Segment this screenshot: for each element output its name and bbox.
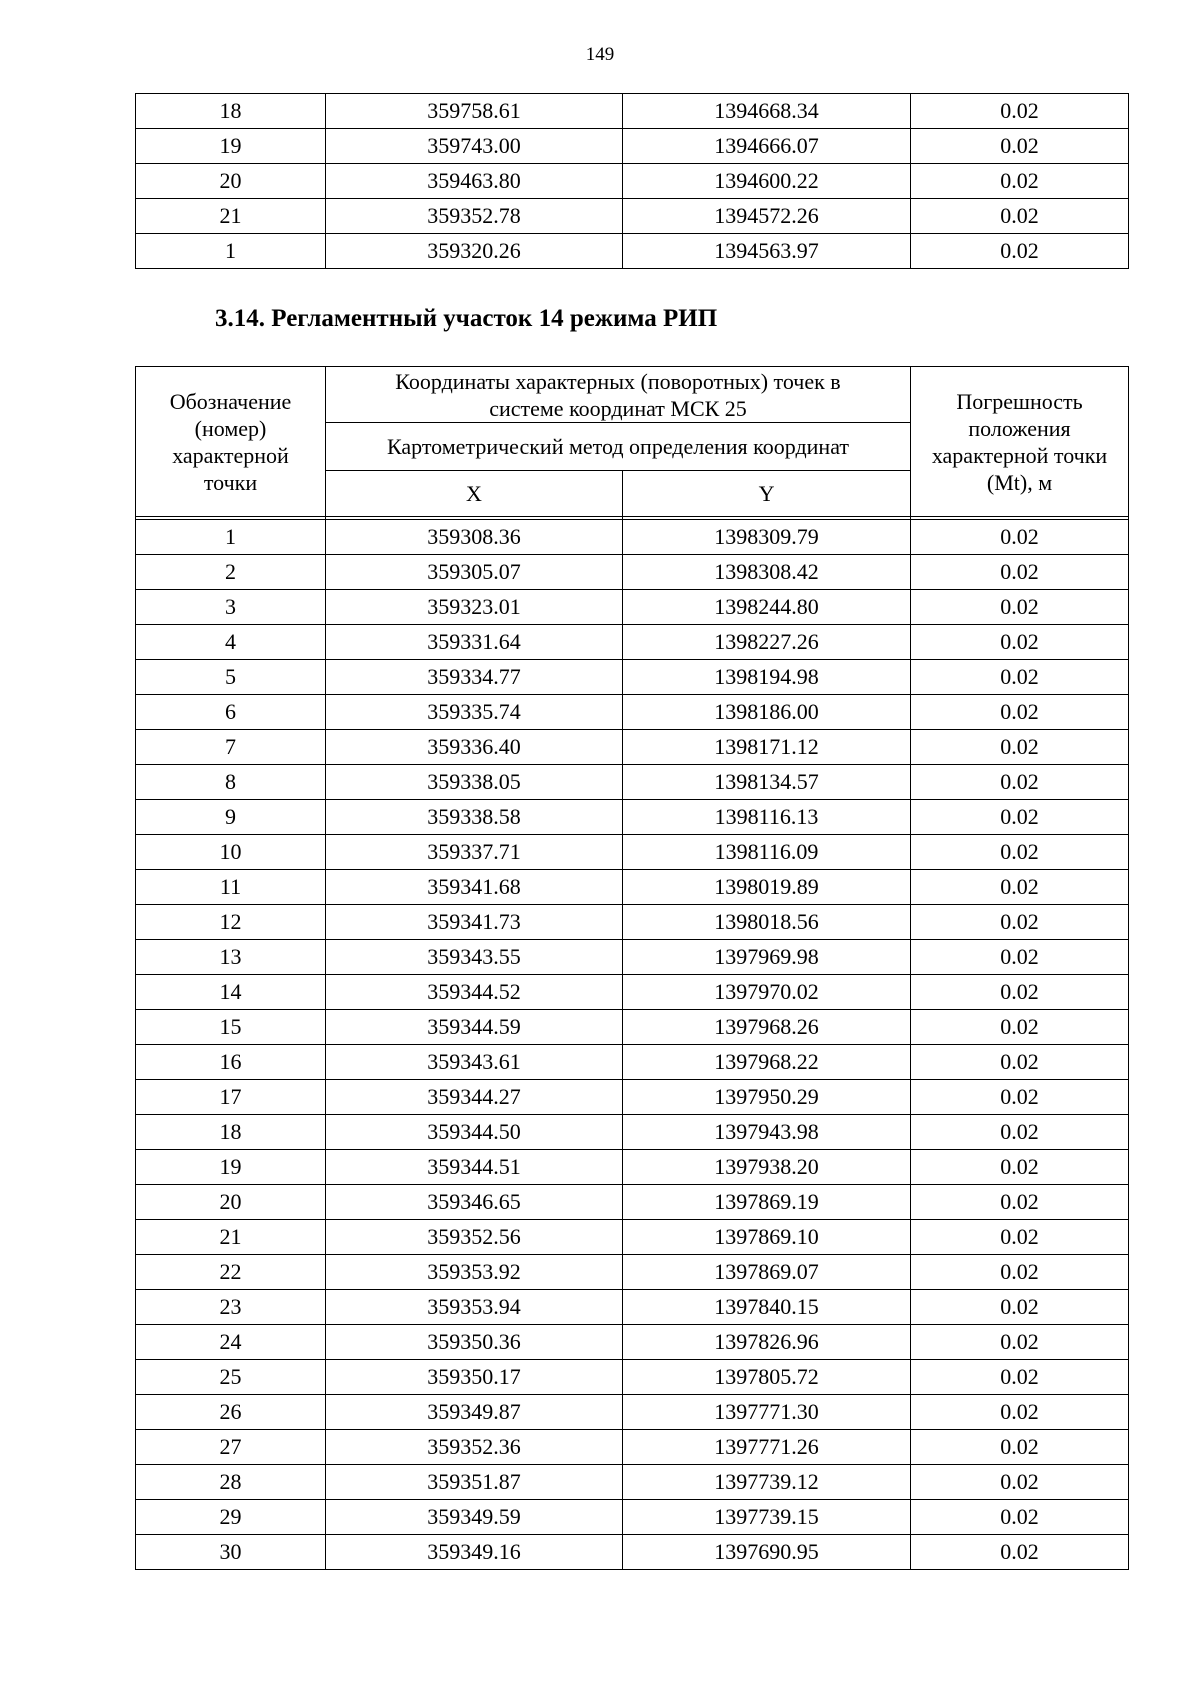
y-coordinate-cell: 1398244.80	[623, 590, 911, 625]
table-row	[136, 520, 1129, 555]
y-coordinate-cell: 1398019.89	[623, 870, 911, 905]
y-coordinate-cell: 1397826.96	[623, 1325, 911, 1360]
point-number-cell: 8	[136, 765, 326, 800]
x-coordinate-cell: 359352.36	[326, 1430, 623, 1465]
table-row	[136, 1360, 1129, 1395]
point-number-cell: 11	[136, 870, 326, 905]
x-coordinate-cell: 359337.71	[326, 835, 623, 870]
y-coordinate-cell: 1397771.30	[623, 1395, 911, 1430]
table-row	[136, 1010, 1129, 1045]
error-cell: 0.02	[911, 625, 1129, 660]
x-coordinate-cell: 359346.65	[326, 1185, 623, 1220]
table-row	[136, 1395, 1129, 1430]
point-number-cell: 20	[136, 164, 326, 199]
y-coordinate-cell: 1397869.07	[623, 1255, 911, 1290]
point-number-cell: 23	[136, 1290, 326, 1325]
point-number-cell: 21	[136, 199, 326, 234]
point-number-cell: 1	[136, 520, 326, 555]
point-number-cell: 20	[136, 1185, 326, 1220]
y-coordinate-cell: 1394563.97	[623, 234, 911, 269]
table-row	[136, 765, 1129, 800]
y-coordinate-cell: 1398194.98	[623, 660, 911, 695]
error-cell: 0.02	[911, 164, 1129, 199]
table-row	[136, 1220, 1129, 1255]
table-row	[136, 1150, 1129, 1185]
table-row	[136, 234, 1129, 269]
y-coordinate-cell: 1397869.19	[623, 1185, 911, 1220]
y-coordinate-cell: 1397840.15	[623, 1290, 911, 1325]
point-number-cell: 5	[136, 660, 326, 695]
point-number-cell: 26	[136, 1395, 326, 1430]
x-coordinate-cell: 359349.16	[326, 1535, 623, 1570]
y-coordinate-cell: 1397943.98	[623, 1115, 911, 1150]
error-cell: 0.02	[911, 1465, 1129, 1500]
table-row	[136, 660, 1129, 695]
y-coordinate-cell: 1398171.12	[623, 730, 911, 765]
main-table-body	[136, 517, 1129, 1570]
x-coordinate-cell: 359331.64	[326, 625, 623, 660]
y-coordinate-cell: 1398116.09	[623, 835, 911, 870]
y-coordinate-cell: 1397805.72	[623, 1360, 911, 1395]
table-row	[136, 555, 1129, 590]
y-coordinate-cell: 1397938.20	[623, 1150, 911, 1185]
table-row	[136, 1080, 1129, 1115]
table-row	[136, 1325, 1129, 1360]
y-coordinate-cell: 1397968.26	[623, 1010, 911, 1045]
x-coordinate-cell: 359320.26	[326, 234, 623, 269]
table-row	[136, 199, 1129, 234]
point-number-cell: 17	[136, 1080, 326, 1115]
header-point-number: Обозначение (номер) характерной точки	[136, 367, 326, 517]
table-row	[136, 164, 1129, 199]
point-number-cell: 7	[136, 730, 326, 765]
x-coordinate-cell: 359352.56	[326, 1220, 623, 1255]
error-cell: 0.02	[911, 1360, 1129, 1395]
y-coordinate-cell: 1398309.79	[623, 520, 911, 555]
error-cell: 0.02	[911, 905, 1129, 940]
x-coordinate-cell: 359758.61	[326, 94, 623, 129]
error-cell: 0.02	[911, 520, 1129, 555]
table-row	[136, 1115, 1129, 1150]
error-cell: 0.02	[911, 1150, 1129, 1185]
point-number-cell: 3	[136, 590, 326, 625]
table-row	[136, 975, 1129, 1010]
point-number-cell: 21	[136, 1220, 326, 1255]
x-coordinate-cell: 359336.40	[326, 730, 623, 765]
x-coordinate-cell: 359341.73	[326, 905, 623, 940]
table-row	[136, 940, 1129, 975]
error-cell: 0.02	[911, 940, 1129, 975]
y-coordinate-cell: 1397969.98	[623, 940, 911, 975]
top-table-body	[136, 94, 1129, 269]
x-coordinate-cell: 359353.92	[326, 1255, 623, 1290]
point-number-cell: 1	[136, 234, 326, 269]
point-number-cell: 2	[136, 555, 326, 590]
point-number-cell: 4	[136, 625, 326, 660]
y-coordinate-cell: 1398134.57	[623, 765, 911, 800]
error-cell: 0.02	[911, 555, 1129, 590]
x-coordinate-cell: 359334.77	[326, 660, 623, 695]
table-row	[136, 800, 1129, 835]
x-coordinate-cell: 359305.07	[326, 555, 623, 590]
table-row	[136, 730, 1129, 765]
error-cell: 0.02	[911, 1535, 1129, 1570]
top-coordinates-table	[135, 93, 1129, 269]
x-coordinate-cell: 359349.87	[326, 1395, 623, 1430]
x-coordinate-cell: 359352.78	[326, 199, 623, 234]
table-row	[136, 1465, 1129, 1500]
section-heading: 3.14. Регламентный участок 14 режима РИП	[215, 305, 718, 332]
point-number-cell: 30	[136, 1535, 326, 1570]
error-cell: 0.02	[911, 835, 1129, 870]
table-row	[136, 1045, 1129, 1080]
point-number-cell: 24	[136, 1325, 326, 1360]
point-number-cell: 9	[136, 800, 326, 835]
error-cell: 0.02	[911, 660, 1129, 695]
x-coordinate-cell: 359344.50	[326, 1115, 623, 1150]
x-coordinate-cell: 359351.87	[326, 1465, 623, 1500]
header-coordinates-group: Координаты характерных (поворотных) точек в системе координат МСК 25	[326, 367, 911, 423]
point-number-cell: 12	[136, 905, 326, 940]
x-coordinate-cell: 359353.94	[326, 1290, 623, 1325]
error-cell: 0.02	[911, 590, 1129, 625]
y-coordinate-cell: 1394668.34	[623, 94, 911, 129]
point-number-cell: 25	[136, 1360, 326, 1395]
table-row	[136, 1535, 1129, 1570]
header-x: X	[326, 471, 623, 517]
error-cell: 0.02	[911, 730, 1129, 765]
error-cell: 0.02	[911, 1395, 1129, 1430]
x-coordinate-cell: 359338.05	[326, 765, 623, 800]
error-cell: 0.02	[911, 1325, 1129, 1360]
main-coordinates-table	[135, 366, 1129, 1570]
y-coordinate-cell: 1398308.42	[623, 555, 911, 590]
y-coordinate-cell: 1397950.29	[623, 1080, 911, 1115]
error-cell: 0.02	[911, 800, 1129, 835]
error-cell: 0.02	[911, 975, 1129, 1010]
x-coordinate-cell: 359344.27	[326, 1080, 623, 1115]
error-cell: 0.02	[911, 1500, 1129, 1535]
point-number-cell: 28	[136, 1465, 326, 1500]
table-row	[136, 94, 1129, 129]
y-coordinate-cell: 1398186.00	[623, 695, 911, 730]
table-row	[136, 1290, 1129, 1325]
error-cell: 0.02	[911, 1010, 1129, 1045]
table-row	[136, 625, 1129, 660]
error-cell: 0.02	[911, 1045, 1129, 1080]
y-coordinate-cell: 1394666.07	[623, 129, 911, 164]
x-coordinate-cell: 359343.55	[326, 940, 623, 975]
y-coordinate-cell: 1398227.26	[623, 625, 911, 660]
table-row	[136, 590, 1129, 625]
y-coordinate-cell: 1398116.13	[623, 800, 911, 835]
error-cell: 0.02	[911, 1220, 1129, 1255]
y-coordinate-cell: 1397690.95	[623, 1535, 911, 1570]
error-cell: 0.02	[911, 94, 1129, 129]
x-coordinate-cell: 359743.00	[326, 129, 623, 164]
x-coordinate-cell: 359341.68	[326, 870, 623, 905]
y-coordinate-cell: 1394572.26	[623, 199, 911, 234]
error-cell: 0.02	[911, 234, 1129, 269]
y-coordinate-cell: 1394600.22	[623, 164, 911, 199]
table-row	[136, 835, 1129, 870]
x-coordinate-cell: 359323.01	[326, 590, 623, 625]
point-number-cell: 14	[136, 975, 326, 1010]
y-coordinate-cell: 1397968.22	[623, 1045, 911, 1080]
x-coordinate-cell: 359463.80	[326, 164, 623, 199]
point-number-cell: 13	[136, 940, 326, 975]
point-number-cell: 29	[136, 1500, 326, 1535]
point-number-cell: 16	[136, 1045, 326, 1080]
error-cell: 0.02	[911, 129, 1129, 164]
table-row	[136, 1185, 1129, 1220]
point-number-cell: 18	[136, 1115, 326, 1150]
x-coordinate-cell: 359350.17	[326, 1360, 623, 1395]
y-coordinate-cell: 1397739.12	[623, 1465, 911, 1500]
y-coordinate-cell: 1397739.15	[623, 1500, 911, 1535]
error-cell: 0.02	[911, 1185, 1129, 1220]
error-cell: 0.02	[911, 870, 1129, 905]
point-number-cell: 18	[136, 94, 326, 129]
main-table-header	[136, 367, 1129, 517]
table-row	[136, 1500, 1129, 1535]
error-cell: 0.02	[911, 765, 1129, 800]
error-cell: 0.02	[911, 1255, 1129, 1290]
table-row	[136, 1430, 1129, 1465]
x-coordinate-cell: 359343.61	[326, 1045, 623, 1080]
error-cell: 0.02	[911, 1115, 1129, 1150]
error-cell: 0.02	[911, 695, 1129, 730]
error-cell: 0.02	[911, 199, 1129, 234]
table-row	[136, 905, 1129, 940]
table-row	[136, 695, 1129, 730]
x-coordinate-cell: 359344.59	[326, 1010, 623, 1045]
x-coordinate-cell: 359349.59	[326, 1500, 623, 1535]
point-number-cell: 27	[136, 1430, 326, 1465]
point-number-cell: 6	[136, 695, 326, 730]
point-number-cell: 15	[136, 1010, 326, 1045]
point-number-cell: 19	[136, 1150, 326, 1185]
error-cell: 0.02	[911, 1080, 1129, 1115]
point-number-cell: 22	[136, 1255, 326, 1290]
table-row	[136, 129, 1129, 164]
y-coordinate-cell: 1397970.02	[623, 975, 911, 1010]
point-number-cell: 10	[136, 835, 326, 870]
error-cell: 0.02	[911, 1430, 1129, 1465]
x-coordinate-cell: 359344.52	[326, 975, 623, 1010]
header-error: Погрешность положения характерной точки (Mt), м	[911, 367, 1129, 517]
y-coordinate-cell: 1397869.10	[623, 1220, 911, 1255]
y-coordinate-cell: 1398018.56	[623, 905, 911, 940]
point-number-cell: 19	[136, 129, 326, 164]
x-coordinate-cell: 359308.36	[326, 520, 623, 555]
x-coordinate-cell: 359344.51	[326, 1150, 623, 1185]
header-y: Y	[623, 471, 911, 517]
table-row	[136, 870, 1129, 905]
x-coordinate-cell: 359335.74	[326, 695, 623, 730]
error-cell: 0.02	[911, 1290, 1129, 1325]
header-method: Картометрический метод определения координат	[326, 423, 911, 471]
table-row	[136, 1255, 1129, 1290]
x-coordinate-cell: 359350.36	[326, 1325, 623, 1360]
y-coordinate-cell: 1397771.26	[623, 1430, 911, 1465]
x-coordinate-cell: 359338.58	[326, 800, 623, 835]
page-number: 149	[585, 44, 615, 65]
